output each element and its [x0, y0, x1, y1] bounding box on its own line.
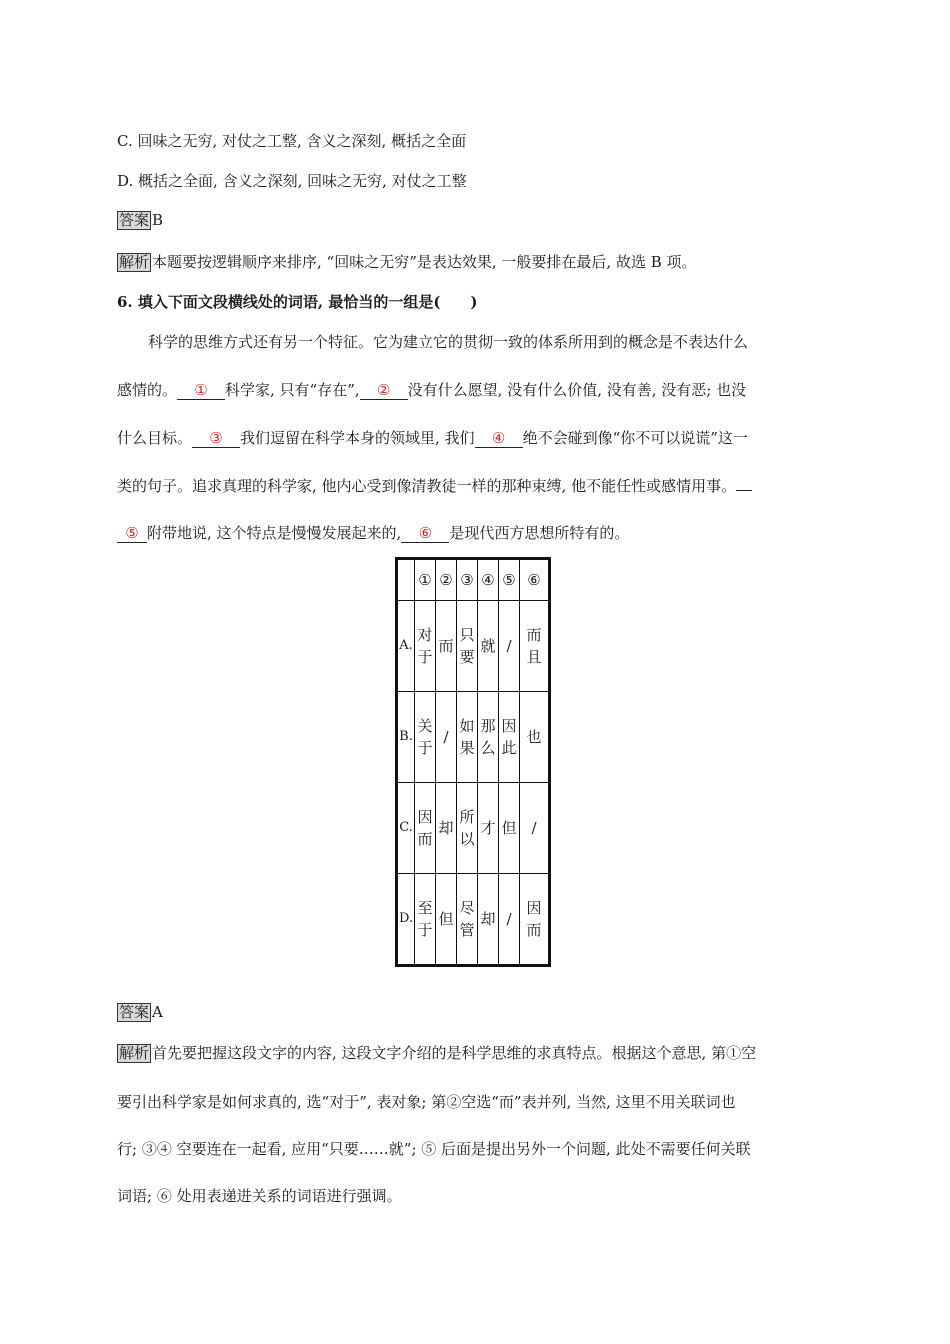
passage-text: 科学家, 只有“存在”,	[225, 381, 360, 399]
question-6-stem: 6. 填入下面文段横线处的词语, 最恰当的一组是( )	[117, 293, 478, 311]
table-header-cell: ③	[457, 559, 478, 601]
table-cell: 至 于	[415, 874, 436, 966]
blank-5-start	[736, 490, 752, 491]
option-label: C.	[397, 783, 415, 874]
passage-text: 没有什么愿望, 没有什么价值, 没有善, 没有恶; 也没	[407, 381, 747, 399]
table-cell: 但	[499, 783, 520, 874]
table-cell: /	[499, 874, 520, 966]
passage-text: 附带地说, 这个特点是慢慢发展起来的,	[147, 524, 402, 542]
passage-text: 什么目标。	[117, 429, 193, 447]
analysis-6-line-4: 词语; ⑥ 处用表递进关系的词语进行强调。	[117, 1187, 402, 1205]
option-d: D. 概括之全面, 含义之深刻, 回味之无穷, 对仗之工整	[117, 172, 467, 190]
analysis-text: 本题要按逻辑顺序来排序, “回味之无穷”是表达效果, 一般要排在最后, 故选 B 项。	[152, 253, 697, 271]
table-header-cell: ①	[415, 559, 436, 601]
blank-3: ③	[192, 430, 240, 448]
answer-tag: 答案	[119, 1003, 150, 1021]
passage-text: 绝不会碰到像“你不可以说谎”这一	[522, 429, 748, 447]
answer-value: A	[152, 1003, 163, 1021]
table-row	[397, 601, 550, 692]
table-cell: 也	[520, 692, 550, 783]
passage-line-4	[117, 476, 752, 496]
blank-5: ⑤	[117, 525, 147, 543]
table-cell: 因 而	[415, 783, 436, 874]
table-header-row	[397, 559, 550, 601]
option-label: A.	[397, 601, 415, 692]
table-cell: 却	[436, 783, 457, 874]
answer-5	[117, 210, 163, 230]
answer-6	[117, 1002, 163, 1022]
table-row	[397, 692, 550, 783]
table-cell: 但	[436, 874, 457, 966]
table-cell: 那 么	[478, 692, 499, 783]
passage-line-2	[117, 380, 746, 400]
table-cell: 尽 管	[457, 874, 478, 966]
table-header-cell: ⑤	[499, 559, 520, 601]
answer-value: B	[152, 211, 164, 229]
option-label: B.	[397, 692, 415, 783]
analysis-tag: 解析	[119, 1044, 150, 1062]
table-cell: 就	[478, 601, 499, 692]
table-cell: /	[520, 783, 550, 874]
table-header-cell: ②	[436, 559, 457, 601]
blank-2: ②	[360, 382, 408, 400]
table-cell: 只 要	[457, 601, 478, 692]
table-cell: 所 以	[457, 783, 478, 874]
table-cell: 关 于	[415, 692, 436, 783]
table-cell: 因 此	[499, 692, 520, 783]
option-c: C. 回味之无穷, 对仗之工整, 含义之深刻, 概括之全面	[117, 132, 467, 150]
analysis-tag: 解析	[119, 253, 150, 271]
table-header-cell: ⑥	[520, 559, 550, 601]
passage-text: 类的句子。追求真理的科学家, 他内心受到像清教徒一样的那种束缚, 他不能任性或感情用事。	[117, 477, 737, 495]
blank-1: ①	[177, 382, 225, 400]
table-cell: /	[499, 601, 520, 692]
table-cell: 对 于	[415, 601, 436, 692]
options-table	[395, 557, 551, 967]
analysis-text: 首先要把握这段文字的内容, 这段文字介绍的是科学思维的求真特点。根据这个意思, 第①空	[152, 1044, 757, 1062]
table-cell: 才	[478, 783, 499, 874]
analysis-5	[117, 252, 697, 272]
passage-text: 我们逗留在科学本身的领域里, 我们	[240, 429, 475, 447]
table-row	[397, 783, 550, 874]
blank-4: ④	[475, 430, 523, 448]
table-cell: 因 而	[520, 874, 550, 966]
passage-text: 感情的。	[117, 381, 178, 399]
table-cell: 却	[478, 874, 499, 966]
passage-text: 是现代西方思想所特有的。	[449, 524, 630, 542]
passage-line-3	[117, 428, 748, 448]
table-row	[397, 874, 550, 966]
table-header-cell	[397, 559, 415, 601]
table-cell: 如 果	[457, 692, 478, 783]
analysis-6-line-2: 要引出科学家是如何求真的, 选“对于”, 表对象; 第②空选“而”表并列, 当然, 这里不用关联词也	[117, 1093, 736, 1111]
analysis-6-line-1	[117, 1043, 756, 1063]
blank-6: ⑥	[401, 525, 449, 543]
table-cell: 而 且	[520, 601, 550, 692]
analysis-6-line-3: 行; ③④ 空要连在一起看, 应用“只要……就”; ⑤ 后面是提出另外一个问题, 此处不需要任何关联	[117, 1140, 751, 1158]
table-cell: 而	[436, 601, 457, 692]
table-header-cell: ④	[478, 559, 499, 601]
passage-line-5	[117, 523, 629, 543]
option-label: D.	[397, 874, 415, 966]
table-cell: /	[436, 692, 457, 783]
answer-tag: 答案	[119, 211, 150, 229]
passage-line-1: 科学的思维方式还有另一个特征。它为建立它的贯彻一致的体系所用到的概念是不表达什么	[148, 333, 749, 351]
